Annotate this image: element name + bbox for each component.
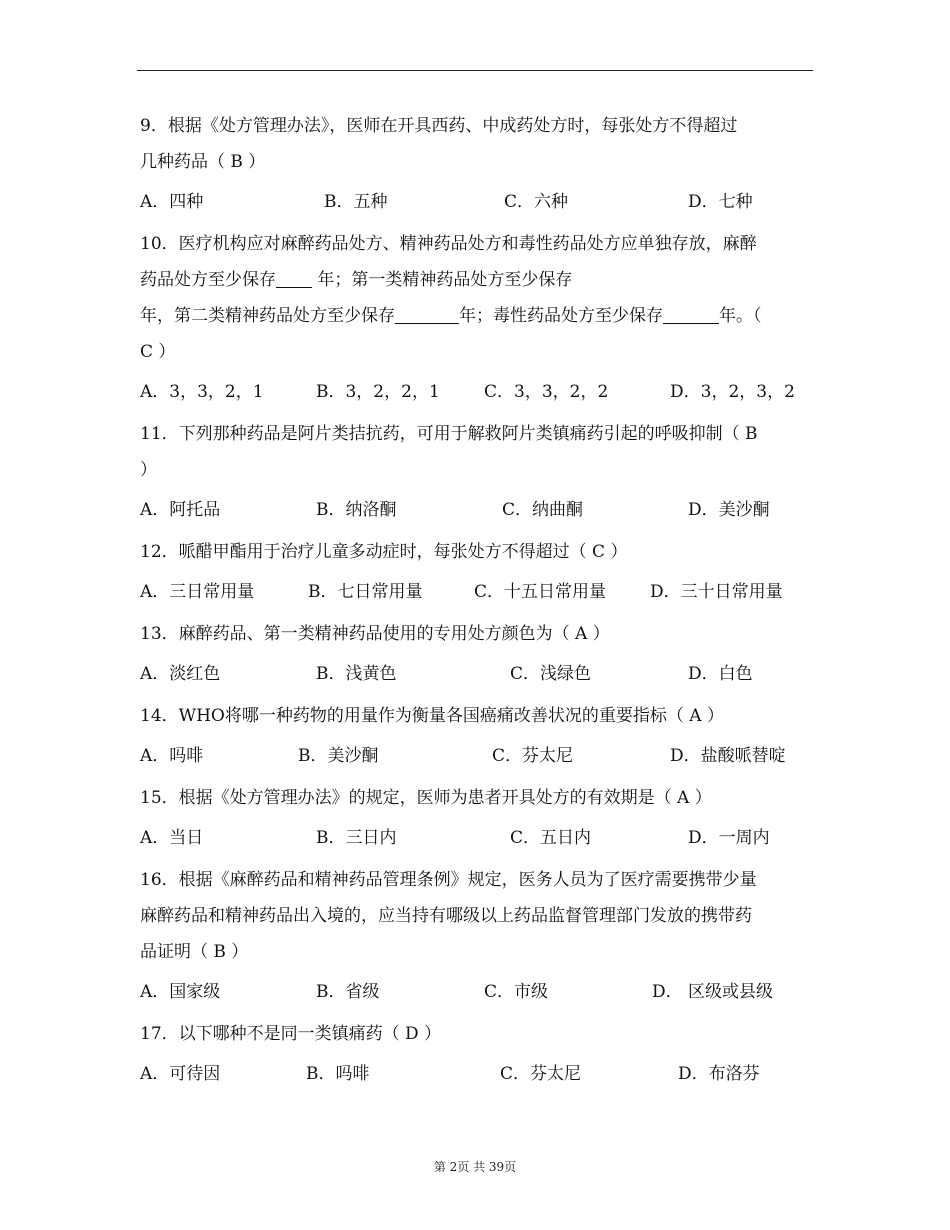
option-b: B．纳洛酮	[316, 500, 397, 520]
question-12	[140, 534, 812, 610]
option-a: A．三日常用量	[140, 582, 255, 602]
question-text: 17．以下哪种不是同一类镇痛药（ D ）	[140, 1024, 442, 1044]
question-text: 14．WHO将哪一种药物的用量作为衡量各国癌痛改善状况的重要指标（ A ）	[140, 706, 724, 726]
option-b: B．三日内	[316, 828, 397, 848]
option-d: D． 区级或县级	[652, 982, 774, 1002]
option-b: B．吗啡	[306, 1064, 370, 1084]
question-text-segment: 年，第二类精神药品处方至少保存	[140, 306, 395, 326]
option-d: D．盐酸哌替啶	[670, 746, 786, 766]
option-c: C．芬太尼	[500, 1064, 582, 1084]
option-a: A．吗啡	[140, 746, 204, 766]
question-17	[140, 1016, 812, 1092]
question-14	[140, 698, 812, 774]
option-c: C．3，3，2，2	[484, 382, 609, 402]
question-text: 11．下列那种药品是阿片类拮抗药，可用于解救阿片类镇痛药引起的呼吸抑制（ B	[140, 424, 758, 444]
option-d: D．美沙酮	[688, 500, 770, 520]
answer-blank	[395, 303, 459, 324]
option-d: D．一周内	[688, 828, 770, 848]
answer-blank	[663, 303, 719, 324]
option-d: D．布洛芬	[678, 1064, 760, 1084]
option-c: C．六种	[504, 192, 569, 212]
question-text: 几种药品（ B ）	[140, 152, 266, 172]
option-d: D．七种	[688, 192, 753, 212]
options-row	[140, 820, 812, 856]
question-text-segment: 年；毒性药品处方至少保存	[459, 306, 663, 326]
option-b: B．五种	[324, 192, 388, 212]
option-c: C．纳曲酮	[502, 500, 584, 520]
question-text: 品证明（ B ）	[140, 942, 249, 962]
options-row	[140, 1056, 812, 1092]
options-row	[140, 492, 812, 528]
question-15	[140, 780, 812, 856]
question-11	[140, 416, 812, 528]
option-b: B．3，2，2，1	[316, 382, 440, 402]
question-text: 13．麻醉药品、第一类精神药品使用的专用处方颜色为（ A ）	[140, 624, 610, 644]
options-row	[140, 184, 812, 220]
question-text: C ）	[140, 342, 176, 362]
option-a: A．当日	[140, 828, 204, 848]
question-text: ）	[140, 460, 157, 480]
option-b: B．美沙酮	[298, 746, 379, 766]
question-10	[140, 226, 812, 410]
options-row	[140, 738, 812, 774]
question-text: 12．哌醋甲酯用于治疗儿童多动症时，每张处方不得超过（ C ）	[140, 542, 628, 562]
option-b: B．浅黄色	[316, 664, 397, 684]
question-text-segment: 药品处方至少保存	[140, 270, 276, 290]
option-d: D．三十日常用量	[650, 582, 783, 602]
option-d: D．白色	[688, 664, 753, 684]
question-text	[140, 298, 812, 334]
option-a: A．四种	[140, 192, 204, 212]
page-footer: 第 2页 共 39页	[433, 1160, 517, 1174]
option-c: C．十五日常用量	[474, 582, 607, 602]
option-c: C．市级	[484, 982, 549, 1002]
question-13	[140, 616, 812, 692]
answer-blank	[276, 267, 312, 288]
option-a: A．国家级	[140, 982, 221, 1002]
question-16	[140, 862, 812, 1010]
option-a: A．可待因	[140, 1064, 221, 1084]
option-d: D．3，2，3，2	[670, 382, 795, 402]
option-a: A．阿托品	[140, 500, 221, 520]
option-a: A．3，3，2，1	[140, 382, 264, 402]
question-text-segment: 年；第一类精神药品处方至少保存	[312, 270, 573, 290]
option-b: B．七日常用量	[308, 582, 423, 602]
question-text: 麻醉药品和精神药品出入境的，应当持有哪级以上药品监督管理部门发放的携带药	[140, 906, 752, 926]
options-row	[140, 656, 812, 692]
header-rule	[137, 70, 813, 71]
question-list	[140, 108, 812, 1098]
question-text: 10．医疗机构应对麻醉药品处方、精神药品处方和毒性药品处方应单独存放，麻醉	[140, 234, 757, 254]
options-row	[140, 374, 812, 410]
options-row	[140, 974, 812, 1010]
question-text-segment: 年。（	[719, 306, 762, 326]
option-c: C．五日内	[510, 828, 592, 848]
question-9	[140, 108, 812, 220]
question-text: 9．根据《处方管理办法》，医师在开具西药、中成药处方时，每张处方不得超过	[140, 116, 738, 136]
option-c: C．浅绿色	[510, 664, 592, 684]
option-b: B．省级	[316, 982, 380, 1002]
question-text	[140, 262, 812, 298]
option-c: C．芬太尼	[492, 746, 574, 766]
options-row	[140, 574, 812, 610]
option-a: A．淡红色	[140, 664, 221, 684]
question-text: 15．根据《处方管理办法》的规定，医师为患者开具处方的有效期是（ A ）	[140, 788, 712, 808]
question-text: 16．根据《麻醉药品和精神药品管理条例》规定，医务人员为了医疗需要携带少量	[140, 870, 757, 890]
